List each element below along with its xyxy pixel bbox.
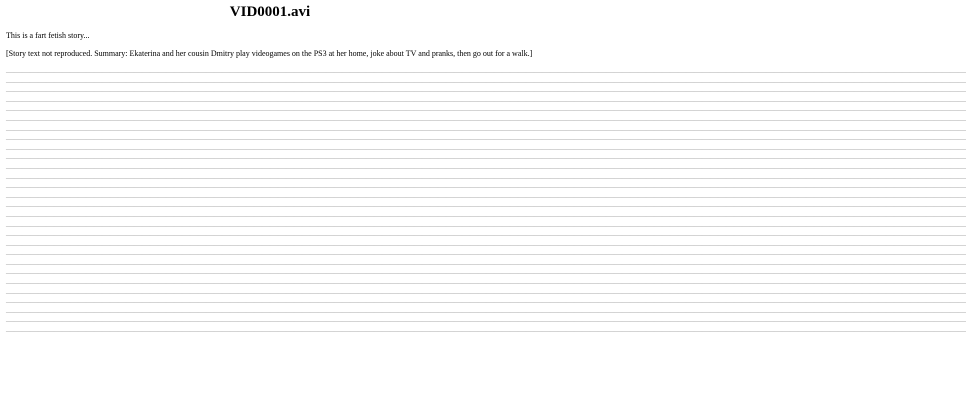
text-line-placeholder: ———————————————————————————————————————————————————————————————————————————————————————————————————————————————————————— <box>6 162 966 172</box>
text-line-placeholder: ———————————————————————————————————————————————————————————————————————————————————————————————————————————————————————— <box>6 316 966 326</box>
story-body-placeholder <box>6 67 966 336</box>
text-line-placeholder: ———————————————————————————————————————————————————————————————————————————————————————————————————————————————————————— <box>6 239 966 249</box>
text-line-placeholder: ———————————————————————————————————————————————————————————————————————————————————————————————————————————————————————— <box>6 95 966 105</box>
text-line-placeholder: ———————————————————————————————————————————————————————————————————————————————————————————————————————————————————————— <box>6 76 966 86</box>
text-line-placeholder: ———————————————————————————————————————————————————————————————————————————————————————————————————————————————————————— <box>6 182 966 192</box>
document-intro: This is a fart fetish story... <box>6 31 90 40</box>
text-line-placeholder: ———————————————————————————————————————————————————————————————————————————————————————————————————————————————————————— <box>6 268 966 278</box>
text-line-placeholder: ———————————————————————————————————————————————————————————————————————————————————————————————————————————————————————— <box>6 287 966 297</box>
text-line-placeholder: ———————————————————————————————————————————————————————————————————————————————————————————————————————————————————————— <box>6 114 966 124</box>
text-line-placeholder: ———————————————————————————————————————————————————————————————————————————————————————————————————————————————————————— <box>6 326 966 336</box>
document-title: VID0001.avi <box>229 4 311 20</box>
text-line-placeholder: ———————————————————————————————————————————————————————————————————————————————————————————————————————————————————————— <box>6 124 966 134</box>
text-line-placeholder: ———————————————————————————————————————————————————————————————————————————————————————————————————————————————————————— <box>6 105 966 115</box>
text-line-placeholder: ———————————————————————————————————————————————————————————————————————————————————————————————————————————————————————— <box>6 134 966 144</box>
text-line-placeholder: ———————————————————————————————————————————————————————————————————————————————————————————————————————————————————————— <box>6 143 966 153</box>
text-line-placeholder: ———————————————————————————————————————————————————————————————————————————————————————————————————————————————————————— <box>6 191 966 201</box>
text-line-placeholder: ———————————————————————————————————————————————————————————————————————————————————————————————————————————————————————— <box>6 297 966 307</box>
text-line-placeholder: ———————————————————————————————————————————————————————————————————————————————————————————————————————————————————————— <box>6 306 966 316</box>
text-line-placeholder: ———————————————————————————————————————————————————————————————————————————————————————————————————————————————————————— <box>6 210 966 220</box>
text-line-placeholder: ———————————————————————————————————————————————————————————————————————————————————————————————————————————————————————— <box>6 278 966 288</box>
text-line-placeholder: ———————————————————————————————————————————————————————————————————————————————————————————————————————————————————————— <box>6 153 966 163</box>
text-line-placeholder: ———————————————————————————————————————————————————————————————————————————————————————————————————————————————————————— <box>6 86 966 96</box>
text-line-placeholder: ———————————————————————————————————————————————————————————————————————————————————————————————————————————————————————— <box>6 220 966 230</box>
text-line-placeholder: ———————————————————————————————————————————————————————————————————————————————————————————————————————————————————————— <box>6 172 966 182</box>
text-line-placeholder: ———————————————————————————————————————————————————————————————————————————————————————————————————————————————————————— <box>6 258 966 268</box>
text-line-placeholder: ———————————————————————————————————————————————————————————————————————————————————————————————————————————————————————— <box>6 67 966 76</box>
text-line-placeholder: ———————————————————————————————————————————————————————————————————————————————————————————————————————————————————————— <box>6 230 966 240</box>
text-line-placeholder: ———————————————————————————————————————————————————————————————————————————————————————————————————————————————————————— <box>6 249 966 259</box>
text-line-placeholder: ———————————————————————————————————————————————————————————————————————————————————————————————————————————————————————— <box>6 201 966 211</box>
content-summary: [Story text not reproduced. Summary: Ekaterina and her cousin Dmitry play videogames on the PS3 at her home, joke about TV and pranks, then go out for a walk.] <box>6 49 533 58</box>
